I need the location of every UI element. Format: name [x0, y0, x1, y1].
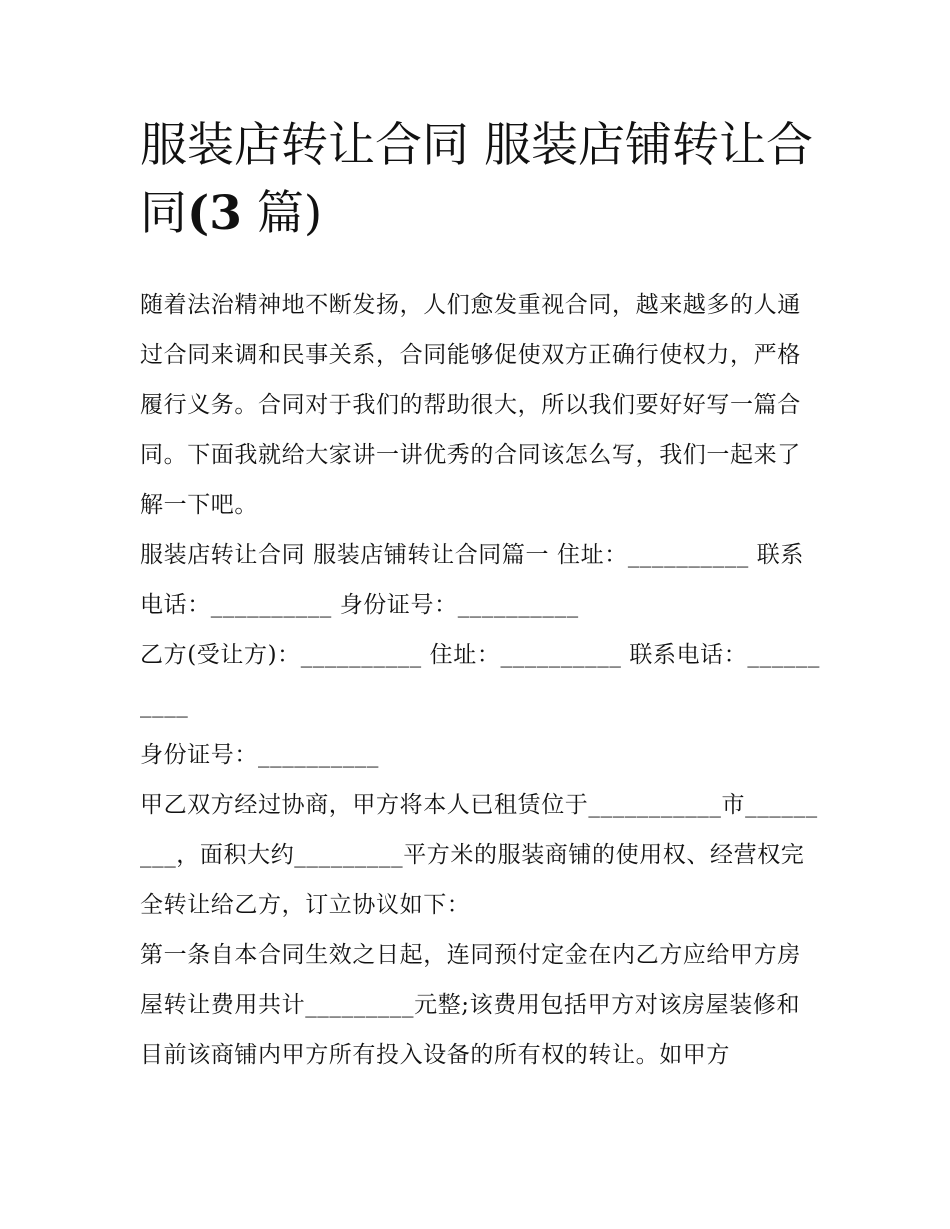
- title-text: 服装店转让合同 服装店铺转让合同: [140, 118, 813, 241]
- document-title: [140, 112, 820, 248]
- party-a-info-paragraph: 服装店转让合同 服装店铺转让合同篇一 住址：__________ 联系电话：__________ 身份证号：__________: [140, 542, 804, 618]
- intro-paragraph: 随着法治精神地不断发扬，人们愈发重视合同，越来越多的人通过合同来调和民事关系，合同能够促使双方正确行使权力，严格履行义务。合同对于我们的帮助很大，所以我们要好好写一篇合同。下面我就给大家讲一讲优秀的合同该怎么写，我们一起来了解一下吧。: [140, 292, 801, 518]
- article-one-paragraph: 第一条自本合同生效之日起，连同预付定金在内乙方应给甲方房屋转让费用共计_________元整;该费用包括甲方对该房屋装修和目前该商铺内甲方所有投入设备的所有权的转让。如甲方: [140, 942, 801, 1068]
- party-b-id-paragraph: 身份证号：__________: [140, 742, 379, 768]
- party-b-info-paragraph: 乙方(受让方)：__________ 住址：__________ 联系电话：__________: [140, 642, 820, 718]
- document-body: [140, 280, 820, 1080]
- title-suffix: 篇): [241, 186, 323, 241]
- title-count: (3: [187, 186, 242, 241]
- agreement-paragraph: 甲乙双方经过协商，甲方将本人已租赁位于___________市_________，面积大约_________平方米的服装商铺的使用权、经营权完全转让给乙方，订立协议如下：: [140, 792, 818, 918]
